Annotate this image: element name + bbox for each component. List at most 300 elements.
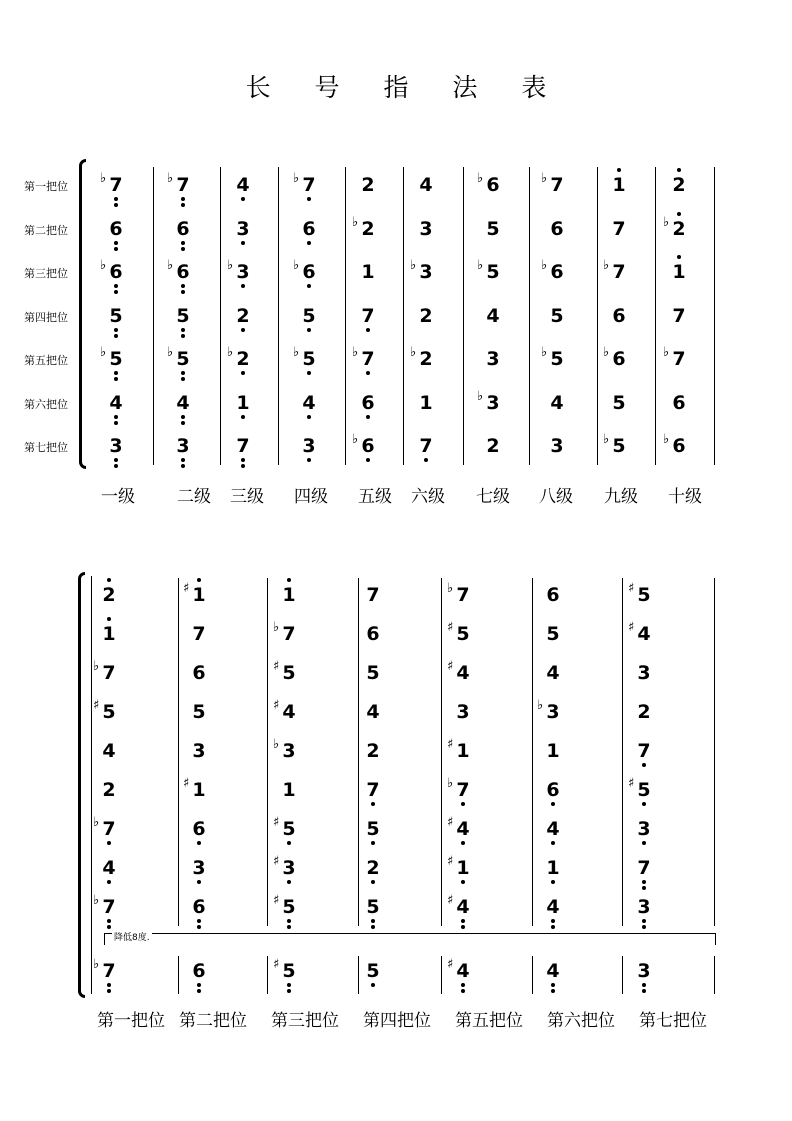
bar-line	[463, 167, 464, 465]
flat-sign: ♭	[167, 345, 174, 360]
low-octave-dot	[642, 886, 646, 890]
note-digit: 1	[672, 261, 686, 283]
low-octave-dot	[241, 241, 245, 245]
note-digit: 2	[419, 304, 433, 327]
note-digit: 3	[637, 818, 651, 840]
note-digit: 5	[366, 662, 380, 684]
row-label-position: 第七把位	[24, 441, 68, 454]
note-digit: 6	[550, 261, 564, 283]
sharp-sign: ♯	[273, 698, 280, 713]
bar-line	[714, 167, 715, 465]
page-title: 长 号 指 法 表	[245, 73, 565, 102]
note-digit: 7	[192, 623, 206, 645]
low-octave-dot	[241, 464, 245, 468]
note-digit: 2	[672, 174, 686, 196]
note-digit: 6	[109, 261, 123, 283]
column-label-grade: 六级	[411, 487, 445, 507]
note-digit: 5	[550, 304, 564, 327]
low-octave-dot	[287, 841, 291, 845]
flat-sign: ♭	[410, 258, 417, 273]
note-digit: 6	[612, 304, 626, 327]
note-digit: 3	[236, 217, 250, 240]
low-octave-dot	[307, 197, 311, 201]
column-label-grade: 八级	[539, 487, 573, 507]
low-octave-dot	[642, 983, 646, 987]
column-label-position: 第一把位	[97, 1011, 165, 1031]
note-digit: 7	[282, 623, 296, 645]
note-digit: 6	[192, 896, 206, 918]
bar-line	[529, 167, 530, 465]
note-digit: 6	[546, 584, 560, 606]
note-digit: 5	[109, 304, 123, 327]
low-octave-dot	[642, 919, 646, 923]
low-octave-dot	[181, 464, 185, 468]
note-digit: 3	[109, 435, 123, 457]
note-digit: 6	[302, 261, 316, 283]
bar-line	[267, 956, 268, 994]
octave-down-bracket	[104, 933, 716, 945]
note-digit: 7	[302, 174, 316, 196]
bar-line	[597, 167, 598, 465]
note-digit: 4	[236, 174, 250, 196]
flat-sign: ♭	[227, 258, 234, 273]
sharp-sign: ♯	[447, 893, 454, 908]
note-digit: 7	[456, 584, 470, 606]
note-digit: 6	[672, 391, 686, 414]
flat-sign: ♭	[537, 698, 544, 713]
note-digit: 7	[102, 960, 116, 982]
column-label-position: 第七把位	[639, 1011, 707, 1031]
note-digit: 7	[637, 740, 651, 762]
low-octave-dot	[107, 989, 111, 993]
note-digit: 6	[366, 623, 380, 645]
sharp-sign: ♯	[447, 620, 454, 635]
flat-sign: ♭	[603, 432, 610, 447]
note-digit: 6	[302, 217, 316, 240]
note-digit: 4	[550, 391, 564, 414]
low-octave-dot	[371, 880, 375, 884]
left-bracket	[79, 159, 86, 469]
note-digit: 4	[546, 960, 560, 982]
note-digit: 2	[672, 217, 686, 240]
flat-sign: ♭	[227, 345, 234, 360]
note-digit: 2	[419, 348, 433, 370]
bar-line	[403, 167, 404, 465]
row-label-position: 第一把位	[24, 180, 68, 193]
high-octave-dot	[107, 578, 111, 582]
note-digit: 4	[282, 701, 296, 723]
note-digit: 6	[361, 435, 375, 457]
note-digit: 3	[486, 391, 500, 414]
note-digit: 7	[366, 779, 380, 801]
note-digit: 7	[419, 435, 433, 457]
low-octave-dot	[287, 919, 291, 923]
note-digit: 3	[637, 960, 651, 982]
note-digit: 7	[102, 896, 116, 918]
note-digit: 2	[236, 348, 250, 370]
flat-sign: ♭	[541, 258, 548, 273]
note-digit: 6	[486, 174, 500, 196]
bar-line	[358, 578, 359, 926]
low-octave-dot	[371, 802, 375, 806]
note-digit: 5	[302, 304, 316, 327]
low-octave-dot	[114, 377, 118, 381]
row-label-position: 第六把位	[24, 397, 68, 411]
flat-sign: ♭	[663, 345, 670, 360]
low-octave-dot	[461, 802, 465, 806]
sharp-sign: ♯	[447, 737, 454, 752]
note-digit: 4	[102, 857, 116, 879]
note-digit: 5	[546, 623, 560, 645]
flat-sign: ♭	[167, 171, 174, 186]
flat-sign: ♭	[93, 893, 100, 908]
note-digit: 3	[546, 701, 560, 723]
low-octave-dot	[366, 415, 370, 419]
flat-sign: ♭	[352, 345, 359, 360]
note-digit: 7	[361, 304, 375, 327]
column-label-grade: 四级	[294, 487, 328, 507]
note-digit: 5	[612, 391, 626, 414]
column-label-grade: 五级	[358, 487, 392, 507]
note-digit: 5	[282, 896, 296, 918]
note-digit: 5	[282, 662, 296, 684]
low-octave-dot	[241, 197, 245, 201]
bar-line	[441, 578, 442, 926]
sharp-sign: ♯	[447, 854, 454, 869]
note-digit: 1	[102, 623, 116, 645]
note-digit: 2	[366, 740, 380, 762]
flat-sign: ♭	[352, 214, 359, 230]
flat-sign: ♭	[273, 737, 280, 752]
low-octave-dot	[197, 841, 201, 845]
bar-line	[714, 578, 715, 926]
note-digit: 3	[637, 896, 651, 918]
column-label-position: 第三把位	[271, 1011, 339, 1031]
sharp-sign: ♯	[447, 815, 454, 830]
note-digit: 3	[192, 740, 206, 762]
note-digit: 1	[419, 391, 433, 414]
note-digit: 3	[550, 435, 564, 457]
sharp-sign: ♯	[183, 776, 190, 791]
note-digit: 6	[192, 960, 206, 982]
low-octave-dot	[424, 458, 428, 462]
note-digit: 1	[546, 740, 560, 762]
bar-line	[178, 956, 179, 994]
low-octave-dot	[461, 989, 465, 993]
note-digit: 1	[192, 779, 206, 801]
low-octave-dot	[197, 983, 201, 987]
note-digit: 5	[302, 348, 316, 370]
low-octave-dot	[114, 371, 118, 375]
low-octave-dot	[642, 989, 646, 993]
note-digit: 2	[366, 857, 380, 879]
low-octave-dot	[114, 241, 118, 245]
low-octave-dot	[551, 925, 555, 929]
low-octave-dot	[181, 377, 185, 381]
low-octave-dot	[181, 197, 185, 201]
flat-sign: ♭	[93, 659, 100, 674]
note-digit: 5	[486, 261, 500, 283]
sharp-sign: ♯	[628, 581, 635, 596]
low-octave-dot	[107, 841, 111, 845]
note-digit: 5	[176, 304, 190, 327]
note-digit: 1	[456, 857, 470, 879]
sharp-sign: ♯	[628, 776, 635, 791]
low-octave-dot	[307, 284, 311, 288]
low-octave-dot	[287, 880, 291, 884]
low-octave-dot	[287, 989, 291, 993]
high-octave-dot	[677, 255, 681, 259]
note-digit: 6	[672, 435, 686, 457]
sharp-sign: ♯	[273, 854, 280, 869]
note-digit: 4	[546, 818, 560, 840]
low-octave-dot	[371, 841, 375, 845]
bar-line	[532, 578, 533, 926]
low-octave-dot	[181, 334, 185, 338]
flat-sign: ♭	[447, 581, 454, 596]
low-octave-dot	[114, 290, 118, 294]
high-octave-dot	[287, 578, 291, 582]
low-octave-dot	[181, 290, 185, 294]
note-digit: 5	[612, 435, 626, 457]
low-octave-dot	[181, 247, 185, 251]
low-octave-dot	[107, 983, 111, 987]
note-digit: 5	[102, 701, 116, 723]
low-octave-dot	[307, 328, 311, 332]
bar-line	[278, 167, 279, 465]
low-octave-dot	[551, 983, 555, 987]
low-octave-dot	[287, 925, 291, 929]
low-octave-dot	[642, 802, 646, 806]
sharp-sign: ♯	[183, 581, 190, 596]
note-digit: 7	[109, 174, 123, 196]
note-digit: 7	[672, 304, 686, 327]
flat-sign: ♭	[273, 620, 280, 635]
column-label-grade: 九级	[604, 487, 638, 507]
note-digit: 1	[236, 391, 250, 414]
low-octave-dot	[307, 241, 311, 245]
sharp-sign: ♯	[628, 620, 635, 635]
note-digit: 5	[366, 960, 380, 982]
note-digit: 7	[102, 662, 116, 684]
note-digit: 3	[282, 857, 296, 879]
note-digit: 3	[637, 662, 651, 684]
note-digit: 3	[236, 261, 250, 283]
note-digit: 5	[366, 818, 380, 840]
low-octave-dot	[114, 203, 118, 207]
note-digit: 2	[236, 304, 250, 327]
low-octave-dot	[371, 983, 375, 987]
flat-sign: ♭	[93, 815, 100, 830]
bar-line	[220, 167, 221, 465]
note-digit: 7	[456, 779, 470, 801]
low-octave-dot	[114, 328, 118, 332]
high-octave-dot	[107, 617, 111, 621]
octave-down-label: 降低8度.	[112, 930, 152, 943]
note-digit: 1	[282, 584, 296, 606]
flat-sign: ♭	[293, 345, 300, 360]
note-digit: 4	[302, 391, 316, 414]
note-digit: 6	[192, 818, 206, 840]
low-octave-dot	[642, 841, 646, 845]
low-octave-dot	[241, 284, 245, 288]
note-digit: 4	[456, 662, 470, 684]
low-octave-dot	[642, 880, 646, 884]
flat-sign: ♭	[663, 432, 670, 447]
low-octave-dot	[114, 334, 118, 338]
low-octave-dot	[551, 919, 555, 923]
sharp-sign: ♯	[273, 893, 280, 908]
left-barline	[91, 576, 92, 994]
sharp-sign: ♯	[273, 957, 280, 972]
low-octave-dot	[551, 841, 555, 845]
note-digit: 5	[176, 348, 190, 370]
high-octave-dot	[617, 168, 621, 172]
note-digit: 7	[102, 818, 116, 840]
note-digit: 5	[366, 896, 380, 918]
note-digit: 7	[612, 261, 626, 283]
low-octave-dot	[197, 880, 201, 884]
note-digit: 6	[361, 391, 375, 414]
low-octave-dot	[307, 458, 311, 462]
bar-line	[714, 956, 715, 994]
flat-sign: ♭	[293, 171, 300, 186]
low-octave-dot	[241, 415, 245, 419]
note-digit: 3	[302, 435, 316, 457]
column-label-position: 第二把位	[179, 1011, 247, 1031]
low-octave-dot	[461, 880, 465, 884]
flat-sign: ♭	[100, 171, 107, 186]
note-digit: 3	[176, 435, 190, 457]
low-octave-dot	[181, 203, 185, 207]
note-digit: 7	[366, 584, 380, 606]
note-digit: 7	[550, 174, 564, 196]
note-digit: 7	[612, 217, 626, 240]
low-octave-dot	[181, 421, 185, 425]
note-digit: 2	[102, 584, 116, 606]
low-octave-dot	[366, 328, 370, 332]
flat-sign: ♭	[447, 776, 454, 791]
note-digit: 3	[192, 857, 206, 879]
low-octave-dot	[307, 415, 311, 419]
note-digit: 5	[456, 623, 470, 645]
note-digit: 7	[672, 348, 686, 370]
note-digit: 2	[102, 779, 116, 801]
note-digit: 4	[546, 662, 560, 684]
low-octave-dot	[642, 925, 646, 929]
high-octave-dot	[197, 578, 201, 582]
bar-line	[358, 956, 359, 994]
low-octave-dot	[197, 989, 201, 993]
flat-sign: ♭	[663, 214, 670, 230]
note-digit: 4	[546, 896, 560, 918]
low-octave-dot	[307, 371, 311, 375]
row-label-position: 第三把位	[24, 267, 68, 280]
low-octave-dot	[642, 763, 646, 767]
note-digit: 1	[612, 174, 626, 196]
flat-sign: ♭	[477, 171, 484, 186]
low-octave-dot	[181, 328, 185, 332]
note-digit: 4	[419, 174, 433, 196]
note-digit: 2	[361, 174, 375, 196]
bar-line	[153, 167, 154, 465]
note-digit: 4	[637, 623, 651, 645]
note-digit: 4	[456, 960, 470, 982]
flat-sign: ♭	[167, 258, 174, 273]
note-digit: 1	[456, 740, 470, 762]
note-digit: 3	[419, 217, 433, 240]
note-digit: 7	[236, 435, 250, 457]
note-digit: 1	[282, 779, 296, 801]
sharp-sign: ♯	[273, 815, 280, 830]
low-octave-dot	[366, 458, 370, 462]
column-label-grade: 三级	[230, 487, 264, 507]
bar-line	[655, 167, 656, 465]
low-octave-dot	[371, 919, 375, 923]
low-octave-dot	[197, 925, 201, 929]
high-octave-dot	[677, 168, 681, 172]
flat-sign: ♭	[603, 258, 610, 273]
column-label-grade: 十级	[668, 487, 702, 507]
flat-sign: ♭	[541, 345, 548, 360]
note-digit: 4	[456, 818, 470, 840]
flat-sign: ♭	[352, 432, 359, 447]
low-octave-dot	[114, 415, 118, 419]
note-digit: 7	[637, 857, 651, 879]
note-digit: 3	[486, 348, 500, 370]
column-label-position: 第四把位	[363, 1011, 431, 1031]
note-digit: 4	[176, 391, 190, 414]
note-digit: 7	[176, 174, 190, 196]
note-digit: 6	[612, 348, 626, 370]
column-label-position: 第五把位	[455, 1011, 523, 1031]
sharp-sign: ♯	[273, 659, 280, 674]
bar-line	[622, 578, 623, 926]
low-octave-dot	[114, 197, 118, 201]
note-digit: 2	[637, 701, 651, 723]
low-octave-dot	[197, 919, 201, 923]
column-label-grade: 七级	[476, 487, 510, 507]
note-digit: 5	[550, 348, 564, 370]
flat-sign: ♭	[477, 388, 484, 404]
note-digit: 4	[366, 701, 380, 723]
note-digit: 5	[637, 779, 651, 801]
row-label-position: 第五把位	[24, 354, 68, 367]
note-digit: 6	[192, 662, 206, 684]
note-digit: 5	[109, 348, 123, 370]
note-digit: 6	[176, 261, 190, 283]
bar-line	[441, 956, 442, 994]
bar-line	[267, 578, 268, 926]
low-octave-dot	[551, 989, 555, 993]
note-digit: 3	[456, 701, 470, 723]
low-octave-dot	[114, 464, 118, 468]
low-octave-dot	[181, 458, 185, 462]
low-octave-dot	[114, 284, 118, 288]
note-digit: 4	[102, 740, 116, 762]
note-digit: 6	[109, 217, 123, 240]
note-digit: 5	[637, 584, 651, 606]
flat-sign: ♭	[100, 345, 107, 360]
flat-sign: ♭	[477, 258, 484, 273]
sharp-sign: ♯	[447, 957, 454, 972]
note-digit: 5	[192, 701, 206, 723]
note-digit: 5	[282, 960, 296, 982]
low-octave-dot	[107, 880, 111, 884]
note-digit: 1	[192, 584, 206, 606]
low-octave-dot	[461, 983, 465, 987]
column-label-grade: 二级	[177, 487, 211, 507]
